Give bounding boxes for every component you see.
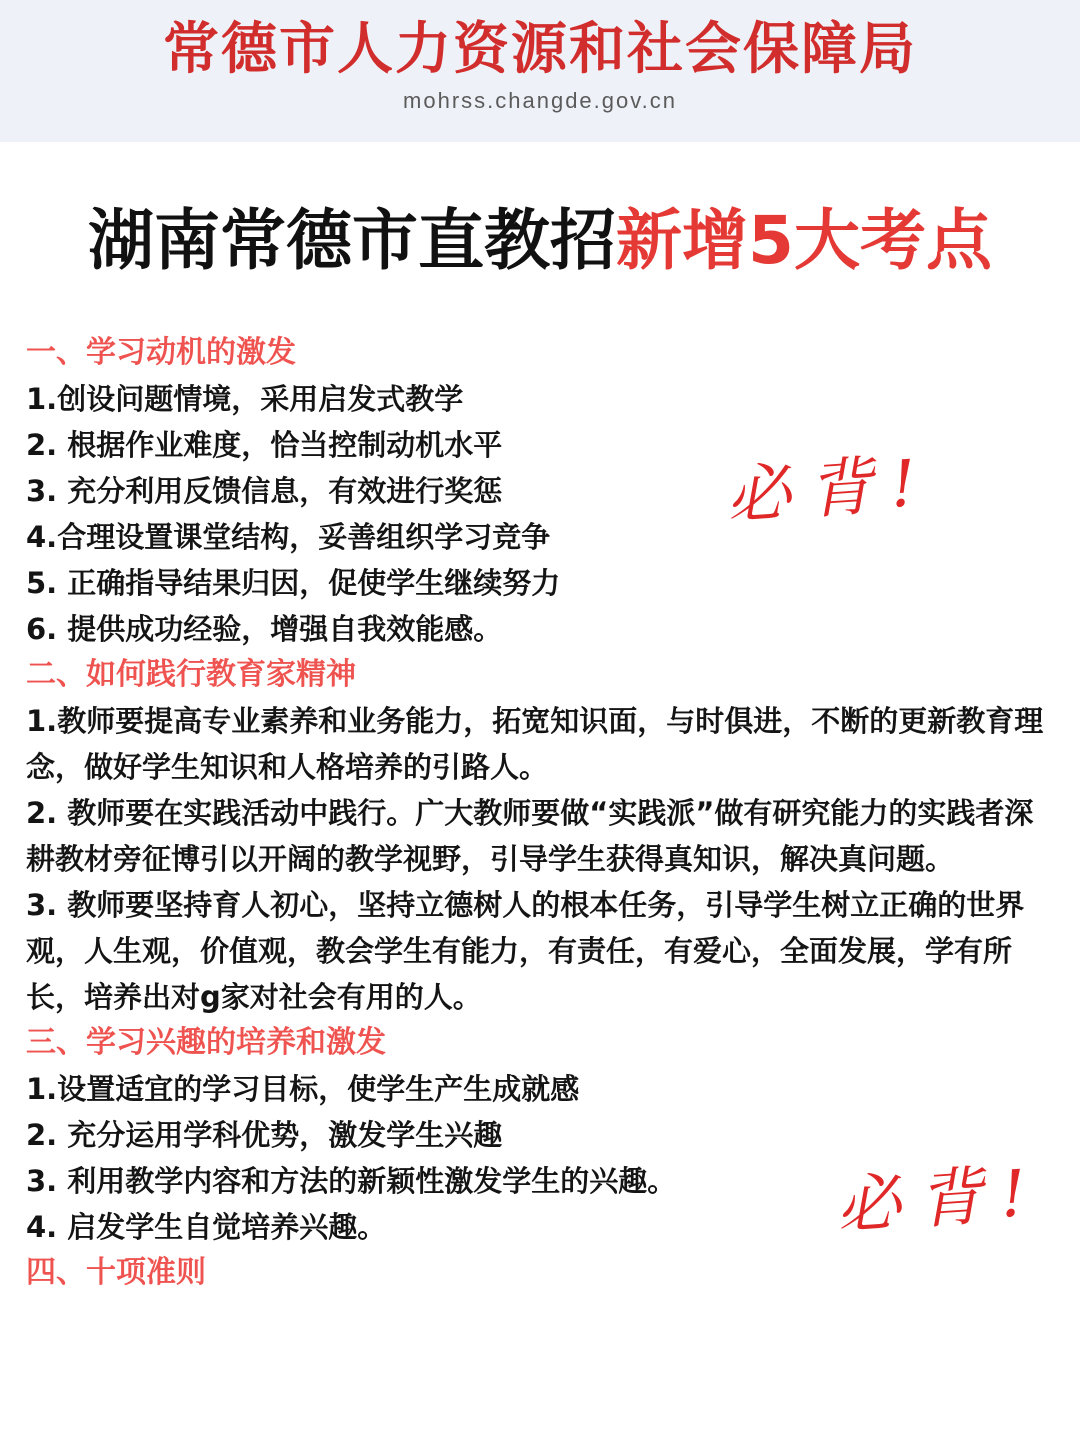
list-item: 5. 正确指导结果归因，促使学生继续努力 xyxy=(26,566,561,600)
list-item: 1.设置适宜的学习目标，使学生产生成就感 xyxy=(26,1072,580,1106)
list-item: 2. 充分运用学科优势，激发学生兴趣 xyxy=(26,1118,503,1152)
section-title-2: 二、如何践行教育家精神 xyxy=(26,657,356,692)
section-title-1: 一、学习动机的激发 xyxy=(26,335,296,370)
page-title xyxy=(0,196,1080,286)
list-item: 1.创设问题情境，采用启发式教学 xyxy=(26,382,464,416)
org-url: mohrss.changde.gov.cn xyxy=(403,88,677,113)
title-highlight: 新增5大考点 xyxy=(616,202,992,279)
list-item: 3. 利用教学内容和方法的新颖性激发学生的兴趣。 xyxy=(26,1164,677,1198)
list-item: 6. 提供成功经验，增强自我效能感。 xyxy=(26,612,503,646)
section-title-3: 三、学习兴趣的培养和激发 xyxy=(26,1025,386,1060)
org-name: 常德市人力资源和社会保障局 xyxy=(163,17,917,82)
header-banner xyxy=(0,0,1080,142)
list-item: 2. 教师要在实践活动中践行。广大教师要做“实践派”做有研究能力的实践者深耕教材旁征博引以开阔的教学视野，引导学生获得真知识，解决真问题。 xyxy=(26,796,1034,876)
list-item: 3. 教师要坚持育人初心，坚持立德树人的根本任务，引导学生树立正确的世界观，人生观，价值观，教会学生有能力，有责任，有爱心，全面发展，学有所长，培养出对g家对社会有用的人。 xyxy=(26,888,1025,1014)
list-item: 4.合理设置课堂结构，妥善组织学习竞争 xyxy=(26,520,551,554)
list-item: 2. 根据作业难度，恰当控制动机水平 xyxy=(26,428,503,462)
section-title-4: 四、十项准则 xyxy=(26,1255,206,1290)
must-memorize-stamp: 必背! xyxy=(834,1155,1047,1245)
must-memorize-stamp: 必背! xyxy=(724,445,937,535)
list-item: 4. 启发学生自觉培养兴趣。 xyxy=(26,1210,387,1244)
title-main: 湖南常德市直教招 xyxy=(88,202,617,279)
list-item: 1.教师要提高专业素养和业务能力，拓宽知识面，与时俱进，不断的更新教育理念，做好学生知识和人格培养的引路人。 xyxy=(26,704,1044,784)
list-item: 3. 充分利用反馈信息，有效进行奖惩 xyxy=(26,474,503,508)
